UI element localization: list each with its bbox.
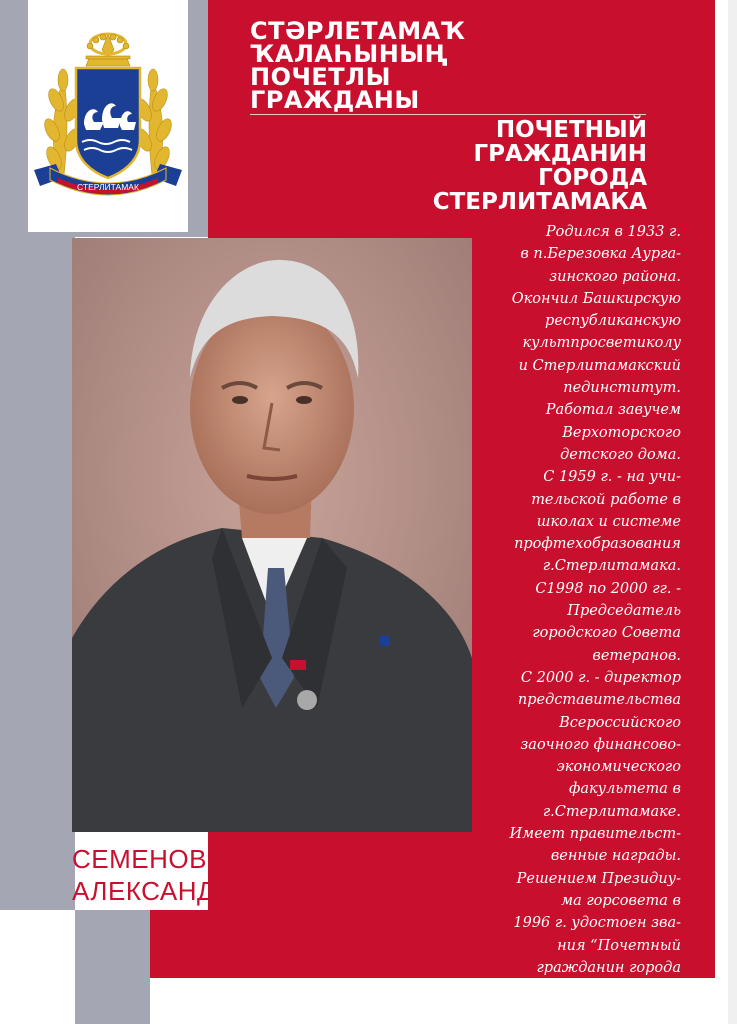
- heading-divider: [250, 114, 646, 115]
- bio-line: профтехобразования: [514, 536, 681, 553]
- bio-line: гражданин города: [536, 959, 681, 976]
- heading-russian-line: СТЕРЛИТАМАКА: [432, 189, 647, 215]
- gray-background-bottom: [75, 910, 150, 1024]
- heading-bashkir-line: ҠАЛАҺЫНЫҢ: [250, 40, 449, 68]
- bio-line: С 1959 г. - на учи-: [543, 469, 681, 486]
- biography-text: [451, 221, 681, 1001]
- bio-line: Окончил Башкирскую: [511, 290, 681, 307]
- bio-line: 1996 г. удостоен зва-: [513, 915, 681, 932]
- city-emblem: [28, 0, 188, 232]
- bio-line: ния “Почетный: [557, 937, 681, 954]
- bio-line: экономического: [556, 759, 681, 776]
- heading-bashkir: [250, 17, 466, 114]
- portrait-photo: [72, 238, 472, 832]
- bio-line: зинского района.: [549, 268, 681, 285]
- bio-line: Верхоторского: [562, 424, 681, 441]
- bio-line: ма горсовета в: [561, 892, 681, 909]
- bio-line: в п.Березовка Аурга-: [520, 246, 681, 263]
- heading-russian: [433, 118, 647, 214]
- bio-line: г.Стерлитамака.: [542, 558, 681, 575]
- portrait-image: [72, 238, 472, 832]
- person-name: [72, 843, 401, 907]
- bio-line: республиканскую: [545, 313, 681, 330]
- bio-line: Решением Президиу-: [516, 870, 681, 887]
- bio-line: городского Совета: [532, 625, 681, 642]
- bio-line: факультета в: [569, 781, 681, 798]
- bio-line: тельской работе в: [531, 491, 681, 508]
- scan-edge: [728, 0, 737, 1024]
- bio-line: Председатель: [567, 603, 681, 620]
- heading-russian-line: ГРАЖДАНИН: [473, 141, 647, 167]
- bio-line: С1998 по 2000 гг. -: [535, 580, 681, 597]
- bio-line: венные награды.: [550, 848, 681, 865]
- bio-line: Работал завучем: [545, 402, 681, 419]
- person-given-names: АЛЕКСАНДР СЕРГЕЕВИЧ: [72, 876, 401, 906]
- bio-line: детского дома.: [560, 446, 681, 463]
- bio-line: С 2000 г. - директор: [520, 669, 681, 686]
- bio-line: и Стерлитамакский: [518, 357, 681, 374]
- bio-line: пединститут.: [563, 380, 681, 397]
- heading-russian-line: ГОРОДА: [538, 165, 647, 191]
- heading-russian-line: ПОЧЕТНЫЙ: [495, 117, 647, 143]
- bio-line: представительства: [517, 692, 681, 709]
- heading-bashkir-line: ПОЧЕТЛЫ: [250, 63, 391, 91]
- heading-bashkir-line: СТӘРЛЕТАМАҠ: [250, 17, 466, 45]
- bio-line: ветеранов.: [592, 647, 681, 664]
- bio-line: школах и системе: [536, 513, 681, 530]
- bio-line: Имеет правительст-: [509, 826, 681, 843]
- red-background-strip: [150, 910, 208, 978]
- emblem-ribbon-text: СТЕРЛИТАМАК: [77, 182, 139, 192]
- bio-line: г.Стерлитамаке.: [542, 803, 681, 820]
- heading-bashkir-line: ГРАЖДАНЫ: [250, 86, 420, 114]
- coat-of-arms-icon: [28, 0, 188, 232]
- bio-line: Стерлитамака”.: [547, 982, 681, 999]
- bio-line: Всероссийского: [559, 714, 681, 731]
- bio-line: заочного финансово-: [520, 736, 681, 753]
- bio-line: Родился в 1933 г.: [545, 224, 681, 240]
- person-surname: СЕМЕНОВ: [72, 844, 207, 874]
- gray-background-left: [0, 237, 75, 910]
- bio-line: культпросветиколу: [522, 335, 681, 352]
